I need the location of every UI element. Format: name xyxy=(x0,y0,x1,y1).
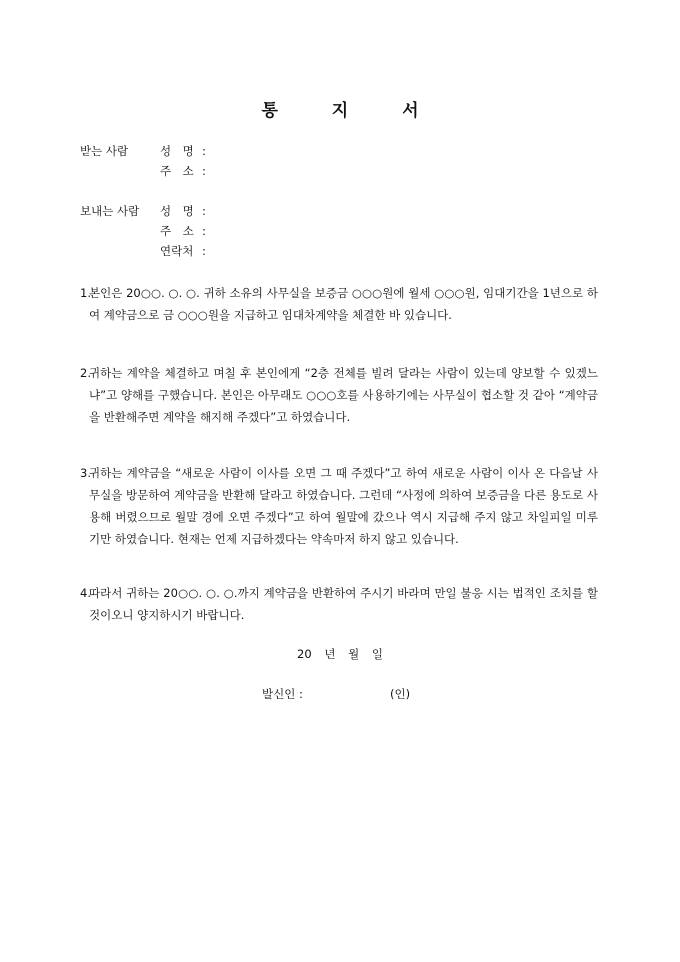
sender-name-colon: : xyxy=(202,204,206,218)
document-title: 통 지 서 xyxy=(261,101,443,121)
recipient-address-label: 주 소 xyxy=(160,164,194,178)
recipient-label: 받는 사람 xyxy=(80,144,129,158)
paragraph-1-number: 1. xyxy=(80,286,91,300)
paragraph-2-number: 2. xyxy=(80,366,91,380)
paragraph-2 xyxy=(80,362,598,428)
sender-address-colon: : xyxy=(202,224,206,238)
date-line: 20 년 월 일 xyxy=(297,647,383,661)
paragraph-3-text: 귀하는 계약금을 “새로운 사람이 이사를 오면 그 때 주겠다”고 하여 새로운 사람이 이사 온 다음날 사무실을 방문하여 계약금을 반환해 달라고 하였습니다. 그런데 “사정에 의하여 보증금을 다른 용도로 사용해 버렸으므로 월말 경에 오면 주겠다”고 하여 월말에 갔으나 역시 지급해 주지 않고 차일피일 미루기만 하였습니다. 현재는 언제 지급하겠다는 약속마저 하지 않고 있습니다. xyxy=(89,466,598,546)
recipient-name-label: 성 명 xyxy=(160,144,194,158)
paragraph-1-text: 본인은 20○○. ○. ○. 귀하 소유의 사무실을 보증금 ○○○원에 월세 ○○○원, 임대기간을 1년으로 하여 계약금으로 금 ○○○원을 지급하고 임대차계약을 체결한 바 있습니다. xyxy=(89,286,598,322)
paragraph-2-text: 귀하는 계약을 체결하고 며칠 후 본인에게 “2층 전체를 빌려 달라는 사람이 있는데 양보할 수 있겠느냐”고 양해를 구했습니다. 본인은 아무래도 ○○○호를 사용하기에는 사무실이 협소할 것 같아 “계약금을 반환해주면 계약을 해지해 주겠다”고 하였습니다. xyxy=(89,366,598,424)
sender-label: 보내는 사람 xyxy=(80,204,140,218)
signature-line xyxy=(262,686,411,702)
paragraph-3-number: 3. xyxy=(80,466,91,480)
sender-address-label: 주 소 xyxy=(160,224,194,238)
sender-contact-label: 연락처 xyxy=(160,244,194,258)
paragraph-4-number: 4. xyxy=(80,586,91,600)
paragraph-1 xyxy=(80,282,598,326)
paragraph-4-text: 따라서 귀하는 20○○. ○. ○.까지 계약금을 반환하여 주시기 바라며 만일 불응 시는 법적인 조치를 할 것이오니 양지하시기 바랍니다. xyxy=(89,586,598,622)
sender-name-label: 성 명 xyxy=(160,204,194,218)
recipient-name-colon: : xyxy=(202,144,206,158)
signature-label: 발신인 : xyxy=(262,687,303,701)
recipient-address-colon: : xyxy=(202,164,206,178)
sender-contact-colon: : xyxy=(202,244,206,258)
paragraph-3 xyxy=(80,462,598,550)
seal-mark: (인) xyxy=(390,687,411,701)
paragraph-4 xyxy=(80,582,598,626)
